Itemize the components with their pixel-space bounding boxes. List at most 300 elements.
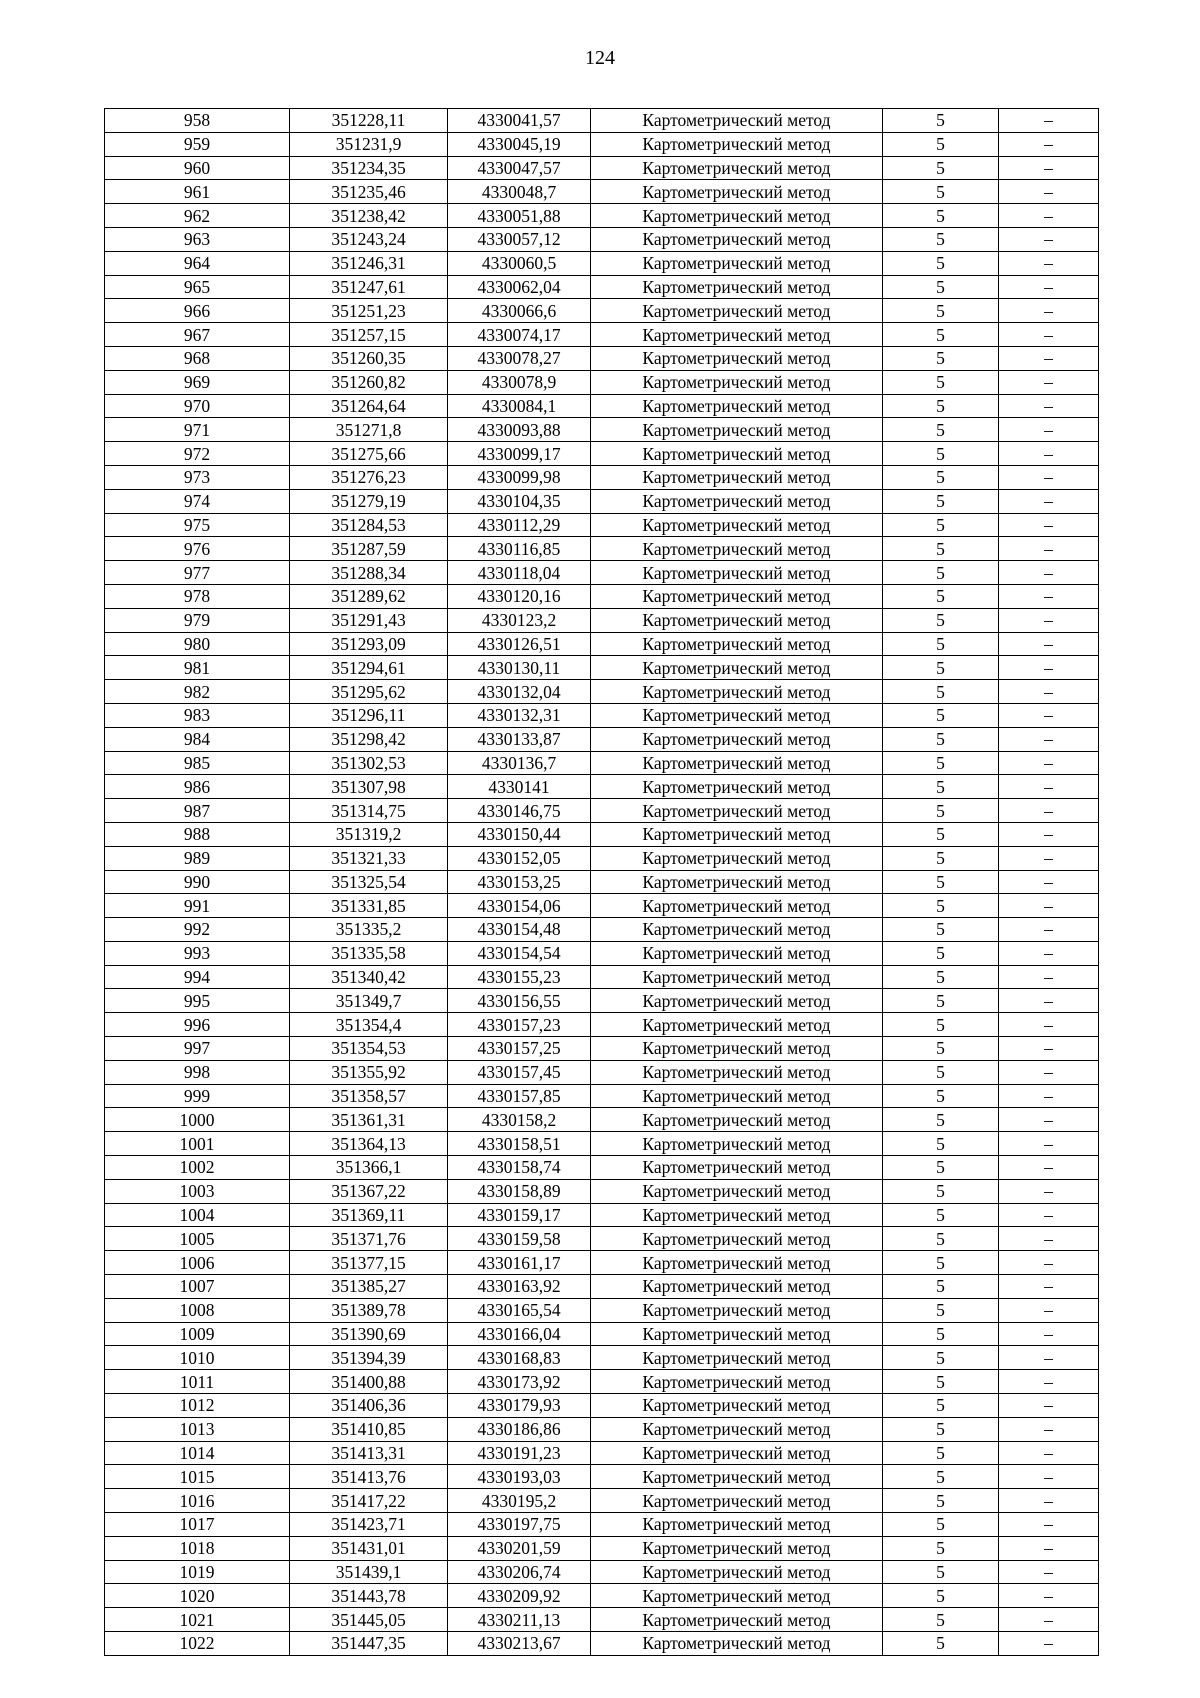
- accuracy-cell: 5: [883, 1156, 999, 1180]
- y-coordinate-cell: 4330057,12: [448, 227, 591, 251]
- accuracy-cell: 5: [883, 584, 999, 608]
- table-row: [105, 1370, 1099, 1394]
- y-coordinate-cell: 4330157,85: [448, 1084, 591, 1108]
- method-cell: Картометрический метод: [591, 1179, 883, 1203]
- y-coordinate-cell: 4330156,55: [448, 989, 591, 1013]
- method-cell: Картометрический метод: [591, 1037, 883, 1061]
- y-coordinate-cell: 4330201,59: [448, 1536, 591, 1560]
- x-coordinate-cell: 351291,43: [290, 608, 448, 632]
- note-cell: –: [999, 918, 1099, 942]
- note-cell: –: [999, 1322, 1099, 1346]
- point-number-cell: 999: [105, 1084, 290, 1108]
- point-number-cell: 1017: [105, 1513, 290, 1537]
- method-cell: Картометрический метод: [591, 1298, 883, 1322]
- table-row: [105, 275, 1099, 299]
- table-row: [105, 1227, 1099, 1251]
- point-number-cell: 984: [105, 727, 290, 751]
- point-number-cell: 1000: [105, 1108, 290, 1132]
- table-row: [105, 442, 1099, 466]
- point-number-cell: 1020: [105, 1584, 290, 1608]
- table-row: [105, 1465, 1099, 1489]
- table-row: [105, 370, 1099, 394]
- table-row: [105, 513, 1099, 537]
- table-row: [105, 346, 1099, 370]
- method-cell: Картометрический метод: [591, 727, 883, 751]
- note-cell: –: [999, 941, 1099, 965]
- point-number-cell: 960: [105, 156, 290, 180]
- y-coordinate-cell: 4330078,9: [448, 370, 591, 394]
- method-cell: Картометрический метод: [591, 109, 883, 133]
- method-cell: Картометрический метод: [591, 846, 883, 870]
- note-cell: –: [999, 870, 1099, 894]
- method-cell: Картометрический метод: [591, 584, 883, 608]
- x-coordinate-cell: 351354,4: [290, 1013, 448, 1037]
- table-row: [105, 1108, 1099, 1132]
- method-cell: Картометрический метод: [591, 894, 883, 918]
- accuracy-cell: 5: [883, 1608, 999, 1632]
- x-coordinate-cell: 351294,61: [290, 656, 448, 680]
- point-number-cell: 970: [105, 394, 290, 418]
- method-cell: Картометрический метод: [591, 632, 883, 656]
- x-coordinate-cell: 351400,88: [290, 1370, 448, 1394]
- x-coordinate-cell: 351276,23: [290, 465, 448, 489]
- method-cell: Картометрический метод: [591, 251, 883, 275]
- note-cell: –: [999, 1132, 1099, 1156]
- note-cell: –: [999, 1203, 1099, 1227]
- method-cell: Картометрический метод: [591, 394, 883, 418]
- method-cell: Картометрический метод: [591, 989, 883, 1013]
- note-cell: –: [999, 584, 1099, 608]
- x-coordinate-cell: 351314,75: [290, 799, 448, 823]
- table-row: [105, 822, 1099, 846]
- x-coordinate-cell: 351389,78: [290, 1298, 448, 1322]
- table-row: [105, 727, 1099, 751]
- y-coordinate-cell: 4330159,17: [448, 1203, 591, 1227]
- method-cell: Картометрический метод: [591, 1370, 883, 1394]
- method-cell: Картометрический метод: [591, 346, 883, 370]
- note-cell: –: [999, 180, 1099, 204]
- x-coordinate-cell: 351340,42: [290, 965, 448, 989]
- x-coordinate-cell: 351238,42: [290, 204, 448, 228]
- accuracy-cell: 5: [883, 632, 999, 656]
- note-cell: –: [999, 1417, 1099, 1441]
- x-coordinate-cell: 351410,85: [290, 1417, 448, 1441]
- x-coordinate-cell: 351354,53: [290, 1037, 448, 1061]
- note-cell: –: [999, 299, 1099, 323]
- y-coordinate-cell: 4330165,54: [448, 1298, 591, 1322]
- accuracy-cell: 5: [883, 1536, 999, 1560]
- table-row: [105, 1060, 1099, 1084]
- method-cell: Картометрический метод: [591, 132, 883, 156]
- point-number-cell: 982: [105, 680, 290, 704]
- y-coordinate-cell: 4330152,05: [448, 846, 591, 870]
- method-cell: Картометрический метод: [591, 1322, 883, 1346]
- y-coordinate-cell: 4330155,23: [448, 965, 591, 989]
- x-coordinate-cell: 351296,11: [290, 703, 448, 727]
- accuracy-cell: 5: [883, 204, 999, 228]
- x-coordinate-cell: 351331,85: [290, 894, 448, 918]
- method-cell: Картометрический метод: [591, 1632, 883, 1656]
- y-coordinate-cell: 4330045,19: [448, 132, 591, 156]
- method-cell: Картометрический метод: [591, 1251, 883, 1275]
- accuracy-cell: 5: [883, 227, 999, 251]
- method-cell: Картометрический метод: [591, 323, 883, 347]
- note-cell: –: [999, 1179, 1099, 1203]
- accuracy-cell: 5: [883, 323, 999, 347]
- y-coordinate-cell: 4330154,06: [448, 894, 591, 918]
- table-row: [105, 465, 1099, 489]
- x-coordinate-cell: 351377,15: [290, 1251, 448, 1275]
- point-number-cell: 965: [105, 275, 290, 299]
- method-cell: Картометрический метод: [591, 1156, 883, 1180]
- accuracy-cell: 5: [883, 156, 999, 180]
- y-coordinate-cell: 4330141: [448, 775, 591, 799]
- accuracy-cell: 5: [883, 180, 999, 204]
- y-coordinate-cell: 4330163,92: [448, 1275, 591, 1299]
- table-row: [105, 870, 1099, 894]
- accuracy-cell: 5: [883, 1037, 999, 1061]
- table-row: [105, 965, 1099, 989]
- note-cell: –: [999, 1251, 1099, 1275]
- note-cell: –: [999, 513, 1099, 537]
- point-number-cell: 996: [105, 1013, 290, 1037]
- method-cell: Картометрический метод: [591, 918, 883, 942]
- table-row: [105, 584, 1099, 608]
- y-coordinate-cell: 4330093,88: [448, 418, 591, 442]
- method-cell: Картометрический метод: [591, 680, 883, 704]
- accuracy-cell: 5: [883, 1227, 999, 1251]
- note-cell: –: [999, 465, 1099, 489]
- method-cell: Картометрический метод: [591, 1489, 883, 1513]
- x-coordinate-cell: 351319,2: [290, 822, 448, 846]
- note-cell: –: [999, 1513, 1099, 1537]
- y-coordinate-cell: 4330074,17: [448, 323, 591, 347]
- method-cell: Картометрический метод: [591, 608, 883, 632]
- point-number-cell: 1016: [105, 1489, 290, 1513]
- accuracy-cell: 5: [883, 537, 999, 561]
- point-number-cell: 983: [105, 703, 290, 727]
- y-coordinate-cell: 4330132,31: [448, 703, 591, 727]
- point-number-cell: 1002: [105, 1156, 290, 1180]
- accuracy-cell: 5: [883, 1322, 999, 1346]
- table-row: [105, 1489, 1099, 1513]
- point-number-cell: 980: [105, 632, 290, 656]
- accuracy-cell: 5: [883, 346, 999, 370]
- table-row: [105, 1203, 1099, 1227]
- note-cell: –: [999, 537, 1099, 561]
- x-coordinate-cell: 351246,31: [290, 251, 448, 275]
- point-number-cell: 971: [105, 418, 290, 442]
- note-cell: –: [999, 1370, 1099, 1394]
- y-coordinate-cell: 4330041,57: [448, 109, 591, 133]
- x-coordinate-cell: 351279,19: [290, 489, 448, 513]
- table-row: [105, 989, 1099, 1013]
- point-number-cell: 990: [105, 870, 290, 894]
- point-number-cell: 1018: [105, 1536, 290, 1560]
- note-cell: –: [999, 323, 1099, 347]
- note-cell: –: [999, 442, 1099, 466]
- accuracy-cell: 5: [883, 1632, 999, 1656]
- point-number-cell: 992: [105, 918, 290, 942]
- accuracy-cell: 5: [883, 727, 999, 751]
- note-cell: –: [999, 1489, 1099, 1513]
- table-row: [105, 1441, 1099, 1465]
- accuracy-cell: 5: [883, 418, 999, 442]
- accuracy-cell: 5: [883, 1441, 999, 1465]
- accuracy-cell: 5: [883, 1513, 999, 1537]
- point-number-cell: 961: [105, 180, 290, 204]
- y-coordinate-cell: 4330197,75: [448, 1513, 591, 1537]
- y-coordinate-cell: 4330130,11: [448, 656, 591, 680]
- x-coordinate-cell: 351361,31: [290, 1108, 448, 1132]
- note-cell: –: [999, 608, 1099, 632]
- point-number-cell: 964: [105, 251, 290, 275]
- y-coordinate-cell: 4330099,17: [448, 442, 591, 466]
- method-cell: Картометрический метод: [591, 156, 883, 180]
- table-row: [105, 132, 1099, 156]
- table-row: [105, 1013, 1099, 1037]
- table-row: [105, 656, 1099, 680]
- y-coordinate-cell: 4330060,5: [448, 251, 591, 275]
- accuracy-cell: 5: [883, 1489, 999, 1513]
- y-coordinate-cell: 4330186,86: [448, 1417, 591, 1441]
- y-coordinate-cell: 4330051,88: [448, 204, 591, 228]
- note-cell: –: [999, 204, 1099, 228]
- note-cell: –: [999, 1227, 1099, 1251]
- point-number-cell: 1013: [105, 1417, 290, 1441]
- point-number-cell: 997: [105, 1037, 290, 1061]
- table-row: [105, 251, 1099, 275]
- accuracy-cell: 5: [883, 394, 999, 418]
- note-cell: –: [999, 727, 1099, 751]
- method-cell: Картометрический метод: [591, 822, 883, 846]
- point-number-cell: 981: [105, 656, 290, 680]
- point-number-cell: 1009: [105, 1322, 290, 1346]
- table-row: [105, 1179, 1099, 1203]
- y-coordinate-cell: 4330066,6: [448, 299, 591, 323]
- accuracy-cell: 5: [883, 1298, 999, 1322]
- accuracy-cell: 5: [883, 1251, 999, 1275]
- note-cell: –: [999, 1013, 1099, 1037]
- x-coordinate-cell: 351413,76: [290, 1465, 448, 1489]
- note-cell: –: [999, 1346, 1099, 1370]
- accuracy-cell: 5: [883, 1417, 999, 1441]
- note-cell: –: [999, 346, 1099, 370]
- table-row: [105, 1536, 1099, 1560]
- note-cell: –: [999, 775, 1099, 799]
- x-coordinate-cell: 351443,78: [290, 1584, 448, 1608]
- y-coordinate-cell: 4330047,57: [448, 156, 591, 180]
- method-cell: Картометрический метод: [591, 275, 883, 299]
- accuracy-cell: 5: [883, 370, 999, 394]
- method-cell: Картометрический метод: [591, 1417, 883, 1441]
- note-cell: –: [999, 1275, 1099, 1299]
- note-cell: –: [999, 822, 1099, 846]
- method-cell: Картометрический метод: [591, 1584, 883, 1608]
- note-cell: –: [999, 1156, 1099, 1180]
- point-number-cell: 989: [105, 846, 290, 870]
- point-number-cell: 972: [105, 442, 290, 466]
- method-cell: Картометрический метод: [591, 299, 883, 323]
- accuracy-cell: 5: [883, 751, 999, 775]
- method-cell: Картометрический метод: [591, 418, 883, 442]
- method-cell: Картометрический метод: [591, 1346, 883, 1370]
- method-cell: Картометрический метод: [591, 204, 883, 228]
- note-cell: –: [999, 1441, 1099, 1465]
- table-row: [105, 109, 1099, 133]
- table-row: [105, 1346, 1099, 1370]
- point-number-cell: 1005: [105, 1227, 290, 1251]
- table-row: [105, 299, 1099, 323]
- y-coordinate-cell: 4330173,92: [448, 1370, 591, 1394]
- note-cell: –: [999, 489, 1099, 513]
- note-cell: –: [999, 703, 1099, 727]
- method-cell: Картометрический метод: [591, 870, 883, 894]
- point-number-cell: 966: [105, 299, 290, 323]
- y-coordinate-cell: 4330062,04: [448, 275, 591, 299]
- y-coordinate-cell: 4330158,74: [448, 1156, 591, 1180]
- point-number-cell: 1006: [105, 1251, 290, 1275]
- x-coordinate-cell: 351243,24: [290, 227, 448, 251]
- y-coordinate-cell: 4330104,35: [448, 489, 591, 513]
- table-row: [105, 204, 1099, 228]
- table-row: [105, 894, 1099, 918]
- y-coordinate-cell: 4330154,54: [448, 941, 591, 965]
- x-coordinate-cell: 351439,1: [290, 1560, 448, 1584]
- table-row: [105, 227, 1099, 251]
- y-coordinate-cell: 4330158,51: [448, 1132, 591, 1156]
- table-row: [105, 561, 1099, 585]
- point-number-cell: 1015: [105, 1465, 290, 1489]
- accuracy-cell: 5: [883, 608, 999, 632]
- method-cell: Картометрический метод: [591, 1275, 883, 1299]
- table-row: [105, 537, 1099, 561]
- y-coordinate-cell: 4330195,2: [448, 1489, 591, 1513]
- method-cell: Картометрический метод: [591, 1108, 883, 1132]
- method-cell: Картометрический метод: [591, 1465, 883, 1489]
- note-cell: –: [999, 965, 1099, 989]
- note-cell: –: [999, 227, 1099, 251]
- point-number-cell: 977: [105, 561, 290, 585]
- accuracy-cell: 5: [883, 1346, 999, 1370]
- method-cell: Картометрический метод: [591, 751, 883, 775]
- y-coordinate-cell: 4330191,23: [448, 1441, 591, 1465]
- point-number-cell: 1012: [105, 1394, 290, 1418]
- table-row: [105, 1037, 1099, 1061]
- x-coordinate-cell: 351335,58: [290, 941, 448, 965]
- x-coordinate-cell: 351288,34: [290, 561, 448, 585]
- point-number-cell: 962: [105, 204, 290, 228]
- table-row: [105, 703, 1099, 727]
- note-cell: –: [999, 989, 1099, 1013]
- y-coordinate-cell: 4330157,25: [448, 1037, 591, 1061]
- method-cell: Картометрический метод: [591, 941, 883, 965]
- point-number-cell: 993: [105, 941, 290, 965]
- table-row: [105, 1251, 1099, 1275]
- accuracy-cell: 5: [883, 1370, 999, 1394]
- method-cell: Картометрический метод: [591, 1013, 883, 1037]
- point-number-cell: 958: [105, 109, 290, 133]
- method-cell: Картометрический метод: [591, 489, 883, 513]
- point-number-cell: 1008: [105, 1298, 290, 1322]
- table-row: [105, 1322, 1099, 1346]
- accuracy-cell: 5: [883, 299, 999, 323]
- method-cell: Картометрический метод: [591, 561, 883, 585]
- x-coordinate-cell: 351385,27: [290, 1275, 448, 1299]
- method-cell: Картометрический метод: [591, 1084, 883, 1108]
- x-coordinate-cell: 351413,31: [290, 1441, 448, 1465]
- x-coordinate-cell: 351366,1: [290, 1156, 448, 1180]
- method-cell: Картометрический метод: [591, 1227, 883, 1251]
- x-coordinate-cell: 351295,62: [290, 680, 448, 704]
- note-cell: –: [999, 656, 1099, 680]
- table-row: [105, 1298, 1099, 1322]
- y-coordinate-cell: 4330136,7: [448, 751, 591, 775]
- y-coordinate-cell: 4330158,2: [448, 1108, 591, 1132]
- accuracy-cell: 5: [883, 561, 999, 585]
- accuracy-cell: 5: [883, 1584, 999, 1608]
- x-coordinate-cell: 351271,8: [290, 418, 448, 442]
- point-number-cell: 1019: [105, 1560, 290, 1584]
- y-coordinate-cell: 4330126,51: [448, 632, 591, 656]
- note-cell: –: [999, 1632, 1099, 1656]
- point-number-cell: 1007: [105, 1275, 290, 1299]
- point-number-cell: 988: [105, 822, 290, 846]
- method-cell: Картометрический метод: [591, 703, 883, 727]
- point-number-cell: 967: [105, 323, 290, 347]
- table-row: [105, 156, 1099, 180]
- point-number-cell: 991: [105, 894, 290, 918]
- accuracy-cell: 5: [883, 846, 999, 870]
- accuracy-cell: 5: [883, 275, 999, 299]
- x-coordinate-cell: 351335,2: [290, 918, 448, 942]
- table-row: [105, 799, 1099, 823]
- note-cell: –: [999, 370, 1099, 394]
- x-coordinate-cell: 351234,35: [290, 156, 448, 180]
- point-number-cell: 975: [105, 513, 290, 537]
- accuracy-cell: 5: [883, 822, 999, 846]
- accuracy-cell: 5: [883, 1060, 999, 1084]
- x-coordinate-cell: 351325,54: [290, 870, 448, 894]
- y-coordinate-cell: 4330213,67: [448, 1632, 591, 1656]
- table-row: [105, 632, 1099, 656]
- note-cell: –: [999, 418, 1099, 442]
- note-cell: –: [999, 1465, 1099, 1489]
- y-coordinate-cell: 4330123,2: [448, 608, 591, 632]
- table-row: [105, 1084, 1099, 1108]
- x-coordinate-cell: 351235,46: [290, 180, 448, 204]
- point-number-cell: 1022: [105, 1632, 290, 1656]
- x-coordinate-cell: 351307,98: [290, 775, 448, 799]
- accuracy-cell: 5: [883, 1560, 999, 1584]
- table-row: [105, 1394, 1099, 1418]
- table-row: [105, 846, 1099, 870]
- point-number-cell: 998: [105, 1060, 290, 1084]
- y-coordinate-cell: 4330084,1: [448, 394, 591, 418]
- y-coordinate-cell: 4330048,7: [448, 180, 591, 204]
- note-cell: –: [999, 680, 1099, 704]
- note-cell: –: [999, 1560, 1099, 1584]
- table-row: [105, 751, 1099, 775]
- table-row: [105, 1156, 1099, 1180]
- x-coordinate-cell: 351260,35: [290, 346, 448, 370]
- point-number-cell: 1003: [105, 1179, 290, 1203]
- x-coordinate-cell: 351349,7: [290, 989, 448, 1013]
- x-coordinate-cell: 351390,69: [290, 1322, 448, 1346]
- accuracy-cell: 5: [883, 132, 999, 156]
- y-coordinate-cell: 4330161,17: [448, 1251, 591, 1275]
- x-coordinate-cell: 351302,53: [290, 751, 448, 775]
